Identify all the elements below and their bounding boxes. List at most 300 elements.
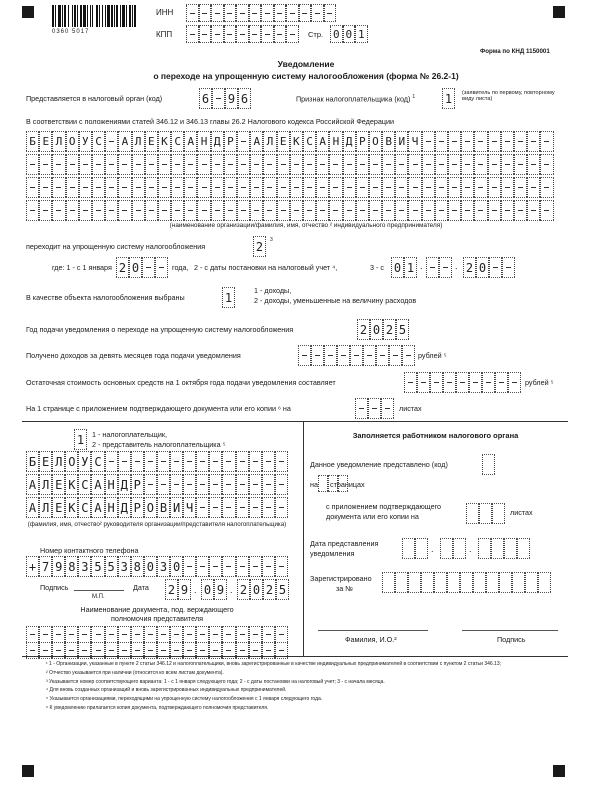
char-cell[interactable] xyxy=(249,451,262,472)
char-cell[interactable] xyxy=(236,497,249,518)
char-cell[interactable]: Е xyxy=(39,131,52,152)
char-cell[interactable] xyxy=(52,642,65,659)
char-cell[interactable] xyxy=(66,154,79,175)
char-cell[interactable] xyxy=(488,154,501,175)
char-cell[interactable] xyxy=(132,154,145,175)
char-cell[interactable]: А xyxy=(118,131,131,152)
char-cell[interactable] xyxy=(105,626,118,643)
char-cell[interactable] xyxy=(249,626,262,643)
char-cell[interactable]: Е xyxy=(52,497,65,518)
char-cell[interactable]: И xyxy=(170,497,183,518)
char-cell[interactable]: Е xyxy=(52,474,65,495)
char-cell[interactable] xyxy=(527,154,540,175)
char-cell[interactable] xyxy=(249,497,262,518)
char-cell[interactable] xyxy=(263,154,276,175)
char-cell[interactable] xyxy=(237,177,250,198)
char-cell[interactable] xyxy=(422,200,435,221)
char-cell[interactable] xyxy=(447,572,460,593)
char-cell[interactable]: А xyxy=(26,474,39,495)
char-cell[interactable] xyxy=(324,345,337,366)
taxpayer-name-row-2[interactable] xyxy=(26,154,554,173)
char-cell[interactable] xyxy=(395,572,408,593)
char-cell[interactable] xyxy=(395,177,408,198)
char-cell[interactable] xyxy=(448,177,461,198)
signature-day-field[interactable] xyxy=(165,579,191,598)
char-cell[interactable] xyxy=(209,626,222,643)
char-cell[interactable] xyxy=(39,200,52,221)
char-cell[interactable] xyxy=(196,451,209,472)
char-cell[interactable] xyxy=(461,131,474,152)
char-cell[interactable] xyxy=(408,200,421,221)
char-cell[interactable] xyxy=(183,556,196,577)
char-cell[interactable]: 2 xyxy=(165,579,178,600)
char-cell[interactable] xyxy=(65,626,78,643)
char-cell[interactable]: 8 xyxy=(131,556,144,577)
char-cell[interactable] xyxy=(430,372,443,393)
char-cell[interactable] xyxy=(478,538,491,559)
char-cell[interactable] xyxy=(171,154,184,175)
char-cell[interactable] xyxy=(132,177,145,198)
kpp-field[interactable] xyxy=(186,25,299,41)
char-cell[interactable] xyxy=(395,200,408,221)
char-cell[interactable]: О xyxy=(66,131,79,152)
registration-number-field[interactable] xyxy=(382,572,551,591)
char-cell[interactable]: О xyxy=(369,131,382,152)
taxpayer-name-row-1[interactable] xyxy=(26,131,554,150)
char-cell[interactable]: Д xyxy=(118,474,131,495)
signer-surname-field[interactable] xyxy=(26,451,288,470)
taxpayer-sign-field[interactable] xyxy=(442,88,455,107)
char-cell[interactable] xyxy=(249,556,262,577)
char-cell[interactable]: В xyxy=(157,497,170,518)
char-cell[interactable] xyxy=(144,626,157,643)
char-cell[interactable] xyxy=(275,626,288,643)
char-cell[interactable]: К xyxy=(65,474,78,495)
char-cell[interactable]: Л xyxy=(52,451,65,472)
char-cell[interactable]: 2 xyxy=(116,257,129,278)
char-cell[interactable] xyxy=(211,154,224,175)
char-cell[interactable]: Р xyxy=(131,474,144,495)
attachment-sheets-field[interactable] xyxy=(355,398,394,417)
char-cell[interactable] xyxy=(52,200,65,221)
char-cell[interactable]: К xyxy=(158,131,171,152)
char-cell[interactable] xyxy=(290,200,303,221)
char-cell[interactable]: Е xyxy=(39,451,52,472)
char-cell[interactable] xyxy=(275,451,288,472)
char-cell[interactable] xyxy=(91,642,104,659)
char-cell[interactable]: 0 xyxy=(129,257,142,278)
char-cell[interactable] xyxy=(26,154,39,175)
char-cell[interactable]: 3 xyxy=(157,556,170,577)
char-cell[interactable] xyxy=(376,345,389,366)
char-cell[interactable] xyxy=(422,154,435,175)
char-cell[interactable] xyxy=(170,474,183,495)
char-cell[interactable] xyxy=(183,474,196,495)
char-cell[interactable] xyxy=(274,25,287,43)
char-cell[interactable]: Е xyxy=(145,131,158,152)
char-cell[interactable] xyxy=(237,200,250,221)
char-cell[interactable] xyxy=(131,642,144,659)
char-cell[interactable] xyxy=(196,626,209,643)
char-cell[interactable] xyxy=(118,154,131,175)
char-cell[interactable] xyxy=(186,4,199,22)
char-cell[interactable] xyxy=(316,177,329,198)
submission-year-field[interactable] xyxy=(357,319,409,338)
char-cell[interactable] xyxy=(52,626,65,643)
char-cell[interactable]: 2 xyxy=(463,257,476,278)
char-cell[interactable] xyxy=(422,177,435,198)
char-cell[interactable]: Е xyxy=(277,131,290,152)
taxpayer-name-row-3[interactable] xyxy=(26,177,554,196)
char-cell[interactable] xyxy=(482,372,495,393)
authority-doc-row-1[interactable] xyxy=(26,626,288,641)
char-cell[interactable] xyxy=(184,154,197,175)
char-cell[interactable] xyxy=(145,154,158,175)
char-cell[interactable] xyxy=(250,200,263,221)
char-cell[interactable] xyxy=(435,131,448,152)
char-cell[interactable] xyxy=(275,497,288,518)
char-cell[interactable]: С xyxy=(91,451,104,472)
char-cell[interactable] xyxy=(492,503,505,524)
char-cell[interactable] xyxy=(448,200,461,221)
char-cell[interactable] xyxy=(489,257,502,278)
char-cell[interactable] xyxy=(514,131,527,152)
transition-date-year-field[interactable] xyxy=(463,257,515,276)
char-cell[interactable]: 0 xyxy=(170,556,183,577)
char-cell[interactable]: К xyxy=(290,131,303,152)
taxpayer-name-row-4[interactable] xyxy=(26,200,554,219)
char-cell[interactable] xyxy=(131,626,144,643)
pages-count-field[interactable] xyxy=(318,475,348,490)
char-cell[interactable] xyxy=(26,200,39,221)
char-cell[interactable] xyxy=(434,572,447,593)
char-cell[interactable] xyxy=(211,4,224,22)
char-cell[interactable] xyxy=(196,556,209,577)
char-cell[interactable] xyxy=(527,177,540,198)
char-cell[interactable]: О xyxy=(65,451,78,472)
transition-day-field[interactable] xyxy=(391,257,417,276)
char-cell[interactable] xyxy=(158,177,171,198)
char-cell[interactable]: О xyxy=(144,497,157,518)
char-cell[interactable] xyxy=(199,4,212,22)
char-cell[interactable] xyxy=(435,154,448,175)
char-cell[interactable] xyxy=(183,451,196,472)
char-cell[interactable] xyxy=(92,200,105,221)
char-cell[interactable] xyxy=(170,642,183,659)
char-cell[interactable] xyxy=(495,372,508,393)
char-cell[interactable]: Н xyxy=(105,497,118,518)
char-cell[interactable] xyxy=(355,398,368,419)
char-cell[interactable]: 1 xyxy=(404,257,417,278)
char-cell[interactable]: 7 xyxy=(39,556,52,577)
char-cell[interactable]: 2 xyxy=(253,236,266,257)
char-cell[interactable] xyxy=(491,538,504,559)
tax-object-field[interactable] xyxy=(222,287,235,306)
char-cell[interactable] xyxy=(329,177,342,198)
char-cell[interactable]: С xyxy=(78,497,91,518)
phone-field[interactable] xyxy=(26,556,288,575)
char-cell[interactable] xyxy=(356,200,369,221)
char-cell[interactable] xyxy=(224,177,237,198)
char-cell[interactable] xyxy=(303,154,316,175)
char-cell[interactable] xyxy=(184,177,197,198)
char-cell[interactable] xyxy=(504,538,517,559)
char-cell[interactable] xyxy=(443,372,456,393)
char-cell[interactable] xyxy=(461,200,474,221)
char-cell[interactable] xyxy=(277,154,290,175)
char-cell[interactable] xyxy=(263,200,276,221)
char-cell[interactable] xyxy=(249,642,262,659)
char-cell[interactable] xyxy=(118,177,131,198)
char-cell[interactable] xyxy=(274,4,287,22)
char-cell[interactable] xyxy=(415,538,428,559)
char-cell[interactable] xyxy=(538,572,551,593)
char-cell[interactable] xyxy=(236,556,249,577)
char-cell[interactable] xyxy=(237,131,250,152)
char-cell[interactable] xyxy=(209,451,222,472)
char-cell[interactable]: 0 xyxy=(476,257,489,278)
char-cell[interactable] xyxy=(65,642,78,659)
char-cell[interactable] xyxy=(461,177,474,198)
char-cell[interactable] xyxy=(157,474,170,495)
char-cell[interactable] xyxy=(52,177,65,198)
char-cell[interactable] xyxy=(105,451,118,472)
char-cell[interactable] xyxy=(324,4,337,22)
char-cell[interactable] xyxy=(474,200,487,221)
char-cell[interactable]: Б xyxy=(26,451,39,472)
char-cell[interactable] xyxy=(501,200,514,221)
char-cell[interactable] xyxy=(261,4,274,22)
char-cell[interactable] xyxy=(197,177,210,198)
char-cell[interactable]: 2 xyxy=(263,579,276,600)
char-cell[interactable]: 2 xyxy=(357,319,370,340)
char-cell[interactable] xyxy=(262,451,275,472)
char-cell[interactable] xyxy=(440,538,453,559)
char-cell[interactable] xyxy=(262,642,275,659)
char-cell[interactable] xyxy=(275,474,288,495)
char-cell[interactable] xyxy=(222,497,235,518)
char-cell[interactable] xyxy=(196,474,209,495)
char-cell[interactable]: 2 xyxy=(237,579,250,600)
char-cell[interactable]: Б xyxy=(26,131,39,152)
char-cell[interactable] xyxy=(408,154,421,175)
char-cell[interactable] xyxy=(131,451,144,472)
char-cell[interactable] xyxy=(277,200,290,221)
char-cell[interactable]: С xyxy=(303,131,316,152)
char-cell[interactable]: С xyxy=(78,474,91,495)
char-cell[interactable] xyxy=(350,345,363,366)
char-cell[interactable] xyxy=(261,25,274,43)
char-cell[interactable] xyxy=(158,200,171,221)
char-cell[interactable]: 0 xyxy=(370,319,383,340)
char-cell[interactable] xyxy=(514,177,527,198)
char-cell[interactable] xyxy=(105,154,118,175)
char-cell[interactable] xyxy=(26,177,39,198)
char-cell[interactable] xyxy=(421,572,434,593)
char-cell[interactable] xyxy=(249,474,262,495)
tax-office-year-field[interactable] xyxy=(478,538,530,557)
char-cell[interactable] xyxy=(508,372,521,393)
char-cell[interactable] xyxy=(222,642,235,659)
char-cell[interactable] xyxy=(92,177,105,198)
char-cell[interactable]: 5 xyxy=(276,579,289,600)
char-cell[interactable]: Д xyxy=(211,131,224,152)
char-cell[interactable] xyxy=(236,626,249,643)
char-cell[interactable] xyxy=(540,154,553,175)
char-cell[interactable] xyxy=(263,177,276,198)
submitted-code-field[interactable] xyxy=(482,454,495,473)
char-cell[interactable] xyxy=(197,200,210,221)
char-cell[interactable]: Ч xyxy=(408,131,421,152)
char-cell[interactable] xyxy=(290,177,303,198)
char-cell[interactable] xyxy=(236,451,249,472)
char-cell[interactable] xyxy=(236,474,249,495)
char-cell[interactable]: 0 xyxy=(343,25,356,43)
char-cell[interactable]: 9 xyxy=(178,579,191,600)
char-cell[interactable] xyxy=(402,538,415,559)
transition-year-field[interactable] xyxy=(116,257,168,276)
char-cell[interactable] xyxy=(184,200,197,221)
char-cell[interactable] xyxy=(473,572,486,593)
char-cell[interactable] xyxy=(527,131,540,152)
transition-month-field[interactable] xyxy=(426,257,452,276)
char-cell[interactable] xyxy=(105,642,118,659)
char-cell[interactable]: 3 xyxy=(78,556,91,577)
char-cell[interactable] xyxy=(311,4,324,22)
char-cell[interactable] xyxy=(337,345,350,366)
char-cell[interactable]: 2 xyxy=(383,319,396,340)
transition-option-field[interactable] xyxy=(253,236,266,255)
char-cell[interactable] xyxy=(275,556,288,577)
char-cell[interactable] xyxy=(118,451,131,472)
char-cell[interactable] xyxy=(211,25,224,43)
char-cell[interactable] xyxy=(224,200,237,221)
char-cell[interactable]: У xyxy=(78,451,91,472)
char-cell[interactable] xyxy=(118,642,131,659)
char-cell[interactable] xyxy=(286,4,299,22)
char-cell[interactable]: 8 xyxy=(65,556,78,577)
char-cell[interactable]: 3 xyxy=(118,556,131,577)
char-cell[interactable] xyxy=(183,642,196,659)
char-cell[interactable]: 9 xyxy=(52,556,65,577)
char-cell[interactable] xyxy=(311,345,324,366)
char-cell[interactable]: Л xyxy=(263,131,276,152)
char-cell[interactable] xyxy=(105,177,118,198)
char-cell[interactable]: Л xyxy=(52,131,65,152)
char-cell[interactable] xyxy=(527,200,540,221)
char-cell[interactable] xyxy=(368,398,381,419)
char-cell[interactable]: Л xyxy=(39,497,52,518)
page-number-field[interactable] xyxy=(330,25,368,41)
char-cell[interactable] xyxy=(209,497,222,518)
char-cell[interactable] xyxy=(26,626,39,643)
char-cell[interactable] xyxy=(517,538,530,559)
char-cell[interactable] xyxy=(118,626,131,643)
char-cell[interactable] xyxy=(488,131,501,152)
char-cell[interactable] xyxy=(453,538,466,559)
char-cell[interactable]: Л xyxy=(39,474,52,495)
char-cell[interactable]: 1 xyxy=(74,429,87,450)
char-cell[interactable] xyxy=(236,25,249,43)
char-cell[interactable] xyxy=(422,131,435,152)
char-cell[interactable] xyxy=(132,200,145,221)
char-cell[interactable] xyxy=(211,200,224,221)
char-cell[interactable] xyxy=(460,572,473,593)
char-cell[interactable] xyxy=(448,131,461,152)
char-cell[interactable]: Н xyxy=(105,474,118,495)
char-cell[interactable]: + xyxy=(26,556,39,577)
assets-field[interactable] xyxy=(404,372,521,391)
char-cell[interactable] xyxy=(105,131,118,152)
char-cell[interactable] xyxy=(525,572,538,593)
char-cell[interactable] xyxy=(461,154,474,175)
char-cell[interactable]: А xyxy=(91,474,104,495)
char-cell[interactable]: Л xyxy=(132,131,145,152)
char-cell[interactable] xyxy=(250,154,263,175)
char-cell[interactable]: А xyxy=(184,131,197,152)
char-cell[interactable] xyxy=(499,572,512,593)
char-cell[interactable]: Н xyxy=(197,131,210,152)
char-cell[interactable] xyxy=(211,177,224,198)
char-cell[interactable] xyxy=(382,154,395,175)
char-cell[interactable] xyxy=(514,200,527,221)
char-cell[interactable] xyxy=(212,88,225,109)
officer-name-line[interactable] xyxy=(318,630,428,631)
char-cell[interactable] xyxy=(186,25,199,43)
char-cell[interactable] xyxy=(157,451,170,472)
char-cell[interactable] xyxy=(299,4,312,22)
char-cell[interactable] xyxy=(338,475,348,492)
char-cell[interactable] xyxy=(262,497,275,518)
char-cell[interactable] xyxy=(501,177,514,198)
char-cell[interactable] xyxy=(39,626,52,643)
char-cell[interactable]: К xyxy=(65,497,78,518)
char-cell[interactable] xyxy=(356,177,369,198)
char-cell[interactable]: 6 xyxy=(199,88,212,109)
char-cell[interactable] xyxy=(389,345,402,366)
char-cell[interactable] xyxy=(316,200,329,221)
char-cell[interactable] xyxy=(157,642,170,659)
char-cell[interactable] xyxy=(26,642,39,659)
char-cell[interactable] xyxy=(196,497,209,518)
char-cell[interactable] xyxy=(488,177,501,198)
char-cell[interactable]: 0 xyxy=(330,25,343,43)
char-cell[interactable] xyxy=(303,177,316,198)
char-cell[interactable] xyxy=(249,4,262,22)
char-cell[interactable] xyxy=(249,25,262,43)
char-cell[interactable] xyxy=(343,154,356,175)
char-cell[interactable] xyxy=(382,200,395,221)
char-cell[interactable] xyxy=(417,372,430,393)
char-cell[interactable] xyxy=(486,572,499,593)
char-cell[interactable] xyxy=(209,474,222,495)
char-cell[interactable] xyxy=(250,177,263,198)
income-field[interactable] xyxy=(298,345,415,364)
char-cell[interactable] xyxy=(145,177,158,198)
char-cell[interactable] xyxy=(199,25,212,43)
char-cell[interactable]: С xyxy=(92,131,105,152)
char-cell[interactable] xyxy=(39,642,52,659)
char-cell[interactable] xyxy=(224,154,237,175)
char-cell[interactable] xyxy=(369,154,382,175)
signer-firstname-field[interactable] xyxy=(26,474,288,493)
char-cell[interactable] xyxy=(236,642,249,659)
char-cell[interactable] xyxy=(196,642,209,659)
char-cell[interactable] xyxy=(363,345,376,366)
tax-office-month-field[interactable] xyxy=(440,538,466,557)
char-cell[interactable]: А xyxy=(91,497,104,518)
char-cell[interactable] xyxy=(170,626,183,643)
